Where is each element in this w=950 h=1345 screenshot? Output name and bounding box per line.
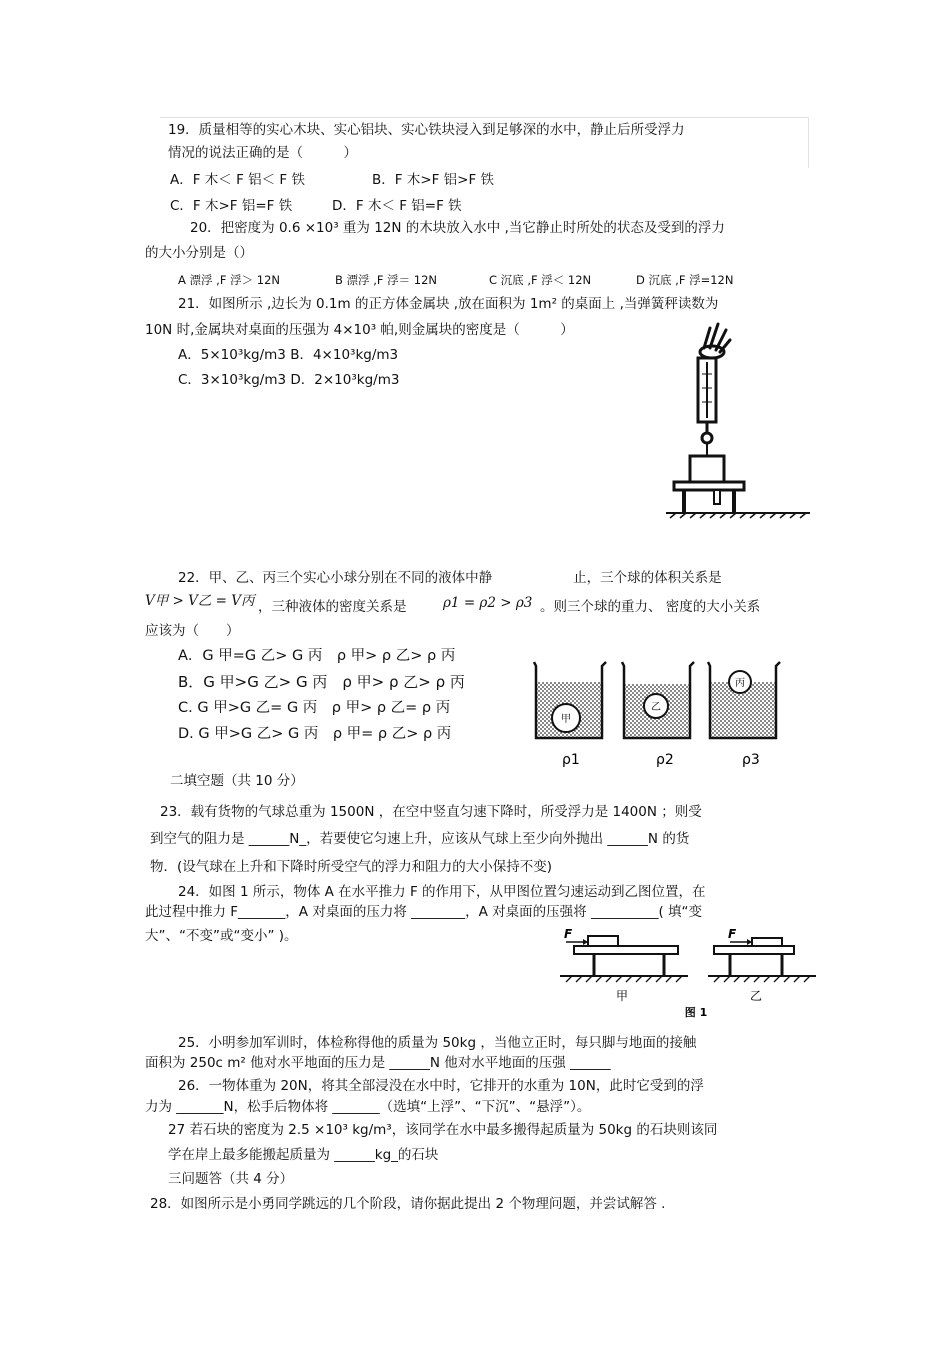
q28-line1: 28．如图所示是小勇同学跳远的几个阶段，请你据此提出 2 个物理问题，并尝试解答 . (150, 1196, 666, 1212)
q20-stem-line1: 20．把密度为 0.6 ×10³ 重为 12N 的木块放入水中 ,当它静止时所处的状态及受到的浮力 (190, 220, 725, 236)
force-f-label-jia: F (564, 927, 573, 941)
q24-line3: 大”、“不变”或“变小” )。 (145, 928, 298, 944)
q20-option-c: C 沉底 ,F 浮＜ 12N (489, 273, 592, 287)
q19-stem-line2: 情况的说法正确的是（ ） (168, 145, 357, 161)
q19-stem-line1: 19．质量相等的实心木块、实心铝块、实心铁块浸入到足够深的水中，静止后所受浮力 (168, 122, 685, 138)
pushing-block-figure (560, 924, 830, 1020)
force-f-label-yi: F (728, 927, 737, 941)
q20-option-a: A 漂浮 ,F 浮＞ 12N (178, 273, 280, 287)
ball-jia-label: 甲 (561, 714, 571, 725)
q27-line2: 学在岸上最多能搬起质量为 ______kg_的石块 (168, 1147, 439, 1163)
q22-stem-line4: 应该为（ ） (145, 623, 240, 639)
q23-line1: 23．载有货物的气球总重为 1500N ，在空中竖直匀速下降时，所受浮力是 1400N ；则受 (160, 804, 702, 820)
ball-yi-label: 乙 (651, 702, 661, 713)
q22-option-b: B．G 甲>G 乙> G 丙 ρ 甲> ρ 乙> ρ 丙 (178, 673, 465, 691)
q19-option-a: A．F 木＜ F 铝＜ F 铁 (170, 172, 305, 188)
q22-stem-line1: 22．甲、乙、丙三个实心小球分别在不同的液体中静 止，三个球的体积关系是 (178, 570, 722, 586)
q22-density-relation: ρ1 = ρ2 > ρ3 (443, 595, 533, 611)
q26-line1: 26．一物体重为 20N，将其全部浸没在水中时，它排开的水重为 10N，此时它受到的浮 (178, 1078, 704, 1094)
q21-options-ab: A．5×10³kg/m3 B．4×10³kg/m3 (178, 347, 399, 363)
q23-line2: 到空气的阻力是 ______N_，若要使它匀速上升，应该从气球上至少向外抛出 ______N 的货 (150, 831, 690, 847)
q25-line1: 25．小明参加军训时，体检称得他的质量为 50kg ，当他立正时，每只脚与地面的接触 (178, 1035, 697, 1051)
rho3-label: ρ3 (742, 752, 760, 768)
q22-volume-relation: V甲 > V乙 = V丙 (145, 593, 255, 609)
figure-1-caption: 图 1 (684, 1006, 708, 1019)
q20-option-d: D 沉底 ,F 浮=12N (636, 273, 734, 287)
q20-stem-line2: 的大小分别是（） (145, 245, 253, 261)
q22-option-d: D. G 甲>G 乙> G 丙 ρ 甲= ρ 乙> ρ 丙 (178, 726, 452, 742)
q21-stem-line1: 21．如图所示 ,边长为 0.1m 的正方体金属块 ,放在面积为 1m² 的桌面上 ,当弹簧秤读数为 (178, 296, 719, 312)
q26-line2: 力为 _______N，松手后物体将 _______（选填“上浮”、“下沉”、“悬浮”）。 (145, 1099, 591, 1115)
q23-line3: 物．(设气球在上升和下降时所受空气的浮力和阻力的大小保持不变) (150, 859, 553, 875)
rho2-label: ρ2 (656, 752, 674, 768)
q22-stem-line2: ，三种液体的密度关系是 (258, 599, 407, 615)
section-short-answer-title: 三问题答（共 4 分） (168, 1171, 294, 1187)
q24-line2: 此过程中推力 F_______，A 对桌面的压力将 ________，A 对桌面的压强将 __________( 填“变 (145, 904, 702, 920)
q27-line1: 27 若石块的密度为 2.5 ×10³ kg/m³，该同学在水中最多搬得起质量为 50kg 的石块则该同 (168, 1122, 718, 1138)
q21-stem-line2: 10N 时,金属块对桌面的压强为 4×10³ 帕,则金属块的密度是（ ） (145, 322, 574, 338)
q22-option-c: C. G 甲>G 乙= G 丙 ρ 甲> ρ 乙= ρ 丙 (178, 700, 451, 716)
q19-option-c: C．F 木>F 铝=F 铁 (170, 198, 293, 214)
q19-option-b: B．F 木>F 铝>F 铁 (372, 172, 495, 188)
rho1-label: ρ1 (562, 752, 580, 768)
q20-option-b: B 漂浮 ,F 浮＝ 12N (335, 273, 438, 287)
q25-line2: 面积为 250c m² 他对水平地面的压力是 ______N 他对水平地面的压强 ______ (145, 1055, 611, 1071)
three-beakers-figure (528, 656, 798, 774)
spring-balance-figure (660, 318, 820, 518)
q22-option-a: A．G 甲=G 乙> G 丙 ρ 甲> ρ 乙> ρ 丙 (178, 648, 456, 664)
q19-option-d: D．F 木＜ F 铝=F 铁 (332, 198, 462, 214)
q22-stem-line3: 。则三个球的重力、 密度的大小关系 (540, 599, 761, 615)
q24-line1: 24．如图 1 所示，物体 A 在水平推力 F 的作用下，从甲图位置匀速运动到乙图位置，在 (178, 884, 706, 900)
ball-bing-label: 丙 (735, 678, 745, 689)
section-fill-in-title: 二填空题（共 10 分） (170, 773, 304, 789)
label-jia: 甲 (615, 989, 629, 1003)
label-yi: 乙 (749, 989, 763, 1003)
q21-options-cd: C．3×10³kg/m3 D．2×10³kg/m3 (178, 372, 400, 388)
